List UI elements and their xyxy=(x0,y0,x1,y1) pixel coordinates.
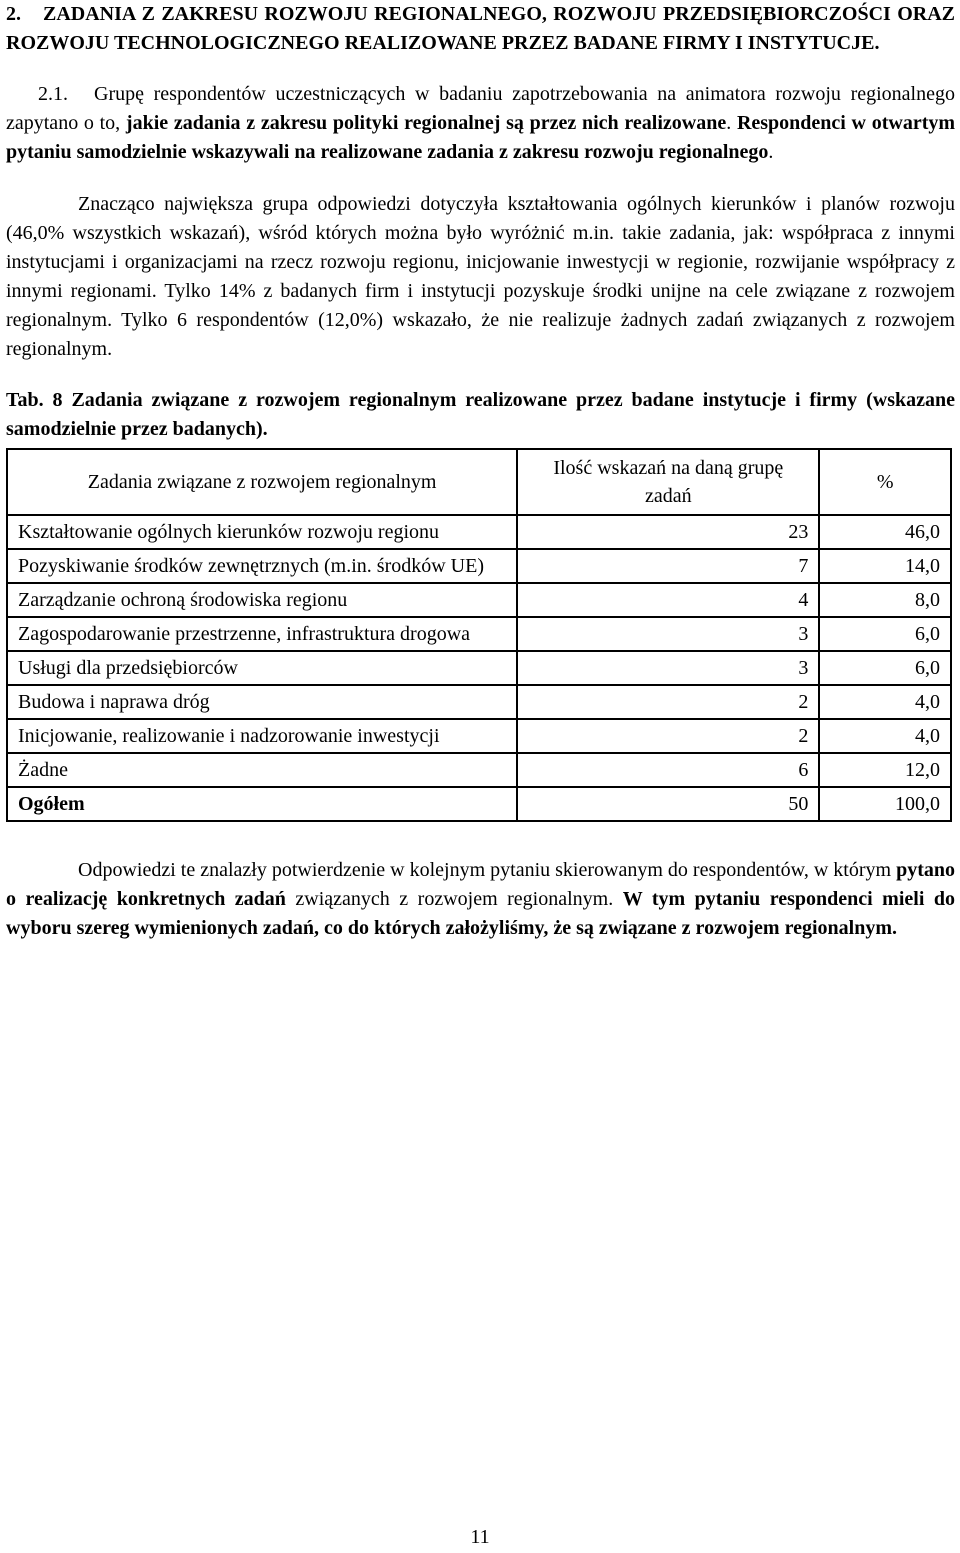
cell-percent: 6,0 xyxy=(819,617,951,651)
cell-task: Budowa i naprawa dróg xyxy=(7,685,517,719)
cell-task: Ogółem xyxy=(7,787,517,821)
text-run: związanych z rozwojem regionalnym. xyxy=(285,888,623,910)
table-row xyxy=(7,753,951,787)
cell-count: 7 xyxy=(517,549,819,583)
bold-text-run: W tym pytaniu respondenci mieli do wyboru szereg wymienionych zadań, co do których założyliśmy, że są związane z rozwojem regionalnym. xyxy=(6,888,955,939)
header-percent: % xyxy=(819,449,951,515)
header-task: Zadania związane z rozwojem regionalnym xyxy=(7,449,517,515)
chapter-title: ZADANIA Z ZAKRESU ROZWOJU REGIONALNEGO, ROZWOJU PRZEDSIĘBIORCZOŚCI ORAZ ROZWOJU TECHNOLOGICZNEGO REALIZOWANE PRZEZ BADANE FIRMY I INSTYTUCJE. xyxy=(6,3,955,54)
cell-count: 50 xyxy=(517,787,819,821)
cell-count: 4 xyxy=(517,583,819,617)
cell-task: Inicjowanie, realizowanie i nadzorowanie inwestycji xyxy=(7,719,517,753)
cell-percent: 14,0 xyxy=(819,549,951,583)
cell-task: Zarządzanie ochroną środowiska regionu xyxy=(7,583,517,617)
table-row xyxy=(7,651,951,685)
page-number: 11 xyxy=(470,1526,490,1548)
table-row xyxy=(7,685,951,719)
chapter-heading xyxy=(6,0,955,58)
bold-text-run: jakie zadania z zakresu polityki regionalnej są przez nich realizowane xyxy=(125,112,727,134)
text-run: . xyxy=(768,141,774,163)
cell-percent: 4,0 xyxy=(819,719,951,753)
document-page xyxy=(6,0,955,943)
cell-task: Kształtowanie ogólnych kierunków rozwoju regionu xyxy=(7,515,517,549)
text-run: . xyxy=(726,112,737,134)
cell-percent: 12,0 xyxy=(819,753,951,787)
cell-task: Usługi dla przedsiębiorców xyxy=(7,651,517,685)
paragraph-followup xyxy=(6,856,955,943)
cell-task: Pozyskiwanie środków zewnętrznych (m.in. środków UE) xyxy=(7,549,517,583)
cell-count: 2 xyxy=(517,719,819,753)
table-row xyxy=(7,549,951,583)
table-caption: Tab. 8 Zadania związane z rozwojem regionalnym realizowane przez badane instytucje i firmy (wskazane samodzielnie przez badanych). xyxy=(6,389,955,440)
cell-count: 23 xyxy=(517,515,819,549)
paragraph-intro xyxy=(6,80,955,167)
section-number: 2.1. xyxy=(38,83,68,105)
cell-percent: 6,0 xyxy=(819,651,951,685)
cell-percent: 4,0 xyxy=(819,685,951,719)
cell-count: 3 xyxy=(517,651,819,685)
text-run: Grupę respondentów uczestniczących w badaniu zapotrzebowania na animatora rozwoju regionalnego zapytano o to, xyxy=(6,83,955,134)
cell-percent: 100,0 xyxy=(819,787,951,821)
paragraph-findings: Znacząco największa grupa odpowiedzi dotyczyła kształtowania ogólnych kierunków i planów rozwoju (46,0% wszystkich wskazań), wśród których można było wyróżnić m.in. takie zadania, jak: współpraca z innymi instytucjami i organizacjami na rzecz rozwoju regionu, inicjowanie inwestycji w regionie, rozwijanie współpracy z innymi regionami. Tylko 14% z badanych firm i instytucji pozyskuje środki unijne na cele związane z rozwojem regionalnym. Tylko 6 respondentów (12,0%) wskazało, że nie realizuje żadnych zadań związanych z rozwojem regionalnym. xyxy=(6,193,955,360)
table-total-row xyxy=(7,787,951,821)
cell-count: 6 xyxy=(517,753,819,787)
table-header-row xyxy=(7,449,951,515)
tasks-table xyxy=(6,448,952,822)
header-count: Ilość wskazań na daną grupę zadań xyxy=(517,449,819,515)
bold-text-run: Respondenci w otwartym pytaniu samodzielnie wskazywali na realizowane zadania z zakresu rozwoju regionalnego xyxy=(6,112,956,163)
cell-count: 3 xyxy=(517,617,819,651)
table-row xyxy=(7,515,951,549)
table-row xyxy=(7,583,951,617)
bold-text-run: pytano o realizację konkretnych zadań xyxy=(6,859,955,910)
chapter-number: 2. xyxy=(6,3,21,25)
table-row xyxy=(7,617,951,651)
table-row xyxy=(7,719,951,753)
cell-percent: 46,0 xyxy=(819,515,951,549)
cell-task: Żadne xyxy=(7,753,517,787)
cell-task: Zagospodarowanie przestrzenne, infrastruktura drogowa xyxy=(7,617,517,651)
cell-percent: 8,0 xyxy=(819,583,951,617)
text-run: Odpowiedzi te znalazły potwierdzenie w kolejnym pytaniu skierowanym do respondentów, w którym xyxy=(78,859,897,881)
cell-count: 2 xyxy=(517,685,819,719)
